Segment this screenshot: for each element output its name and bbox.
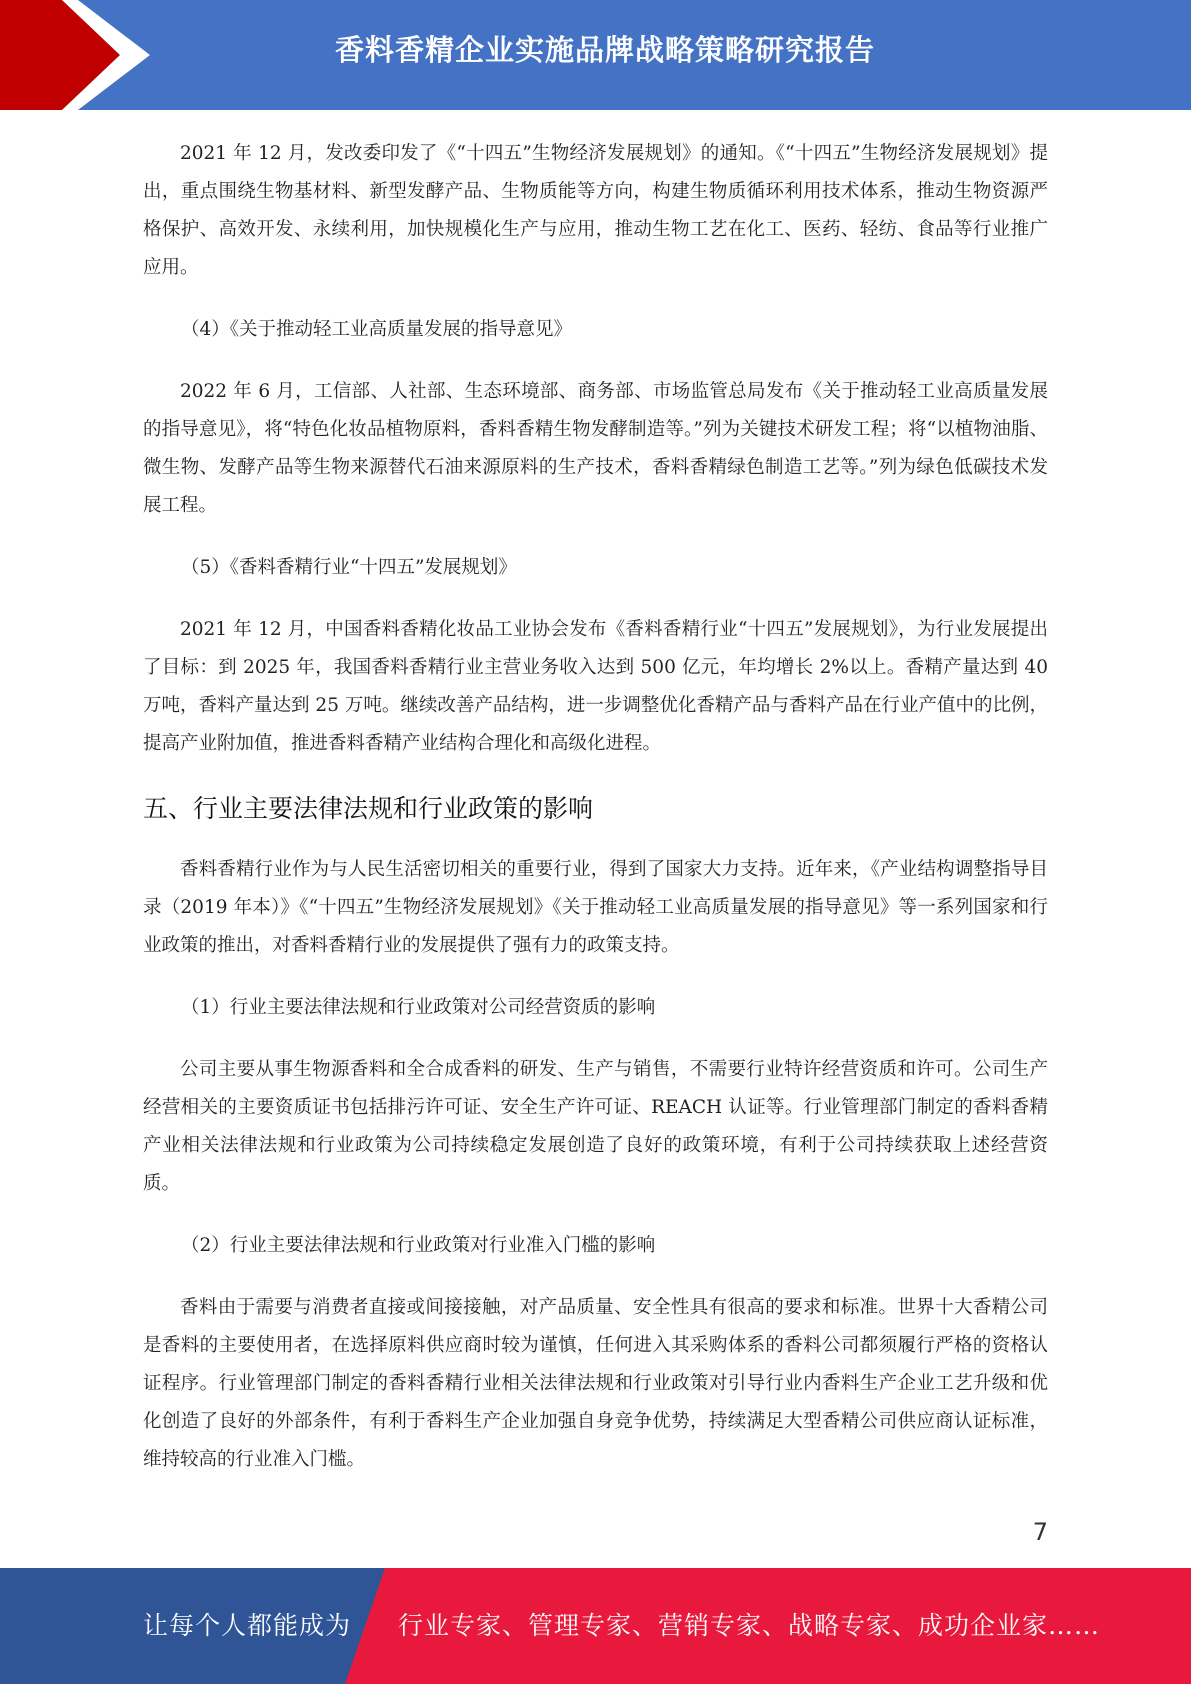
document-body bbox=[143, 135, 1048, 1503]
page-header bbox=[0, 0, 1191, 110]
footer-slogan-right: 行业专家、管理专家、营销专家、战略专家、成功企业家…… bbox=[398, 1611, 1101, 1640]
report-title: 香料香精企业实施品牌战略策略研究报告 bbox=[334, 33, 875, 67]
paragraph-bioeconomy-plan: 2021 年 12 月，发改委印发了《“十四五”生物经济发展规划》的通知。《“十四五”生物经济发展规划》提出，重点围绕生物基材料、新型发酵产品、生物质能等方向，构建生物质循环利用技术体系，推动生物资源严格保护、高效开发、永续利用，加快规模化生产与应用，推动生物工艺在化工、医药、轻纺、食品等行业推广应用。 bbox=[143, 143, 1048, 278]
subheading-entry-barrier-impact: （2）行业主要法律法规和行业政策对行业准入门槛的影响 bbox=[181, 1235, 656, 1256]
page-footer bbox=[0, 1568, 1191, 1684]
page-number: 7 bbox=[1032, 1518, 1048, 1546]
paragraph-fragrance-industry-plan: 2021 年 12 月，中国香料香精化妆品工业协会发布《香料香精行业“十四五”发展规划》，为行业发展提出了目标：到 2025 年，我国香料香精行业主营业务收入达到 500 亿元，年均增长 2%以上。香精产量达到 40 万吨，香料产量达到 25 万吨。继续改善产品结构，进一步调整优化香精产品与香料产品在行业产值中的比例，提高产业附加值，推进香料香精产业结构合理化和高级化进程。 bbox=[143, 619, 1048, 754]
paragraph-qualification-impact: 公司主要从事生物源香料和全合成香料的研发、生产与销售，不需要行业特许经营资质和许可。公司生产经营相关的主要资质证书包括排污许可证、安全生产许可证、REACH 认证等。行业管理部门制定的香料香精产业相关法律法规和行业政策为公司持续稳定发展创造了良好的政策环境，有利于公司持续获取上述经营资质。 bbox=[143, 1059, 1048, 1194]
header-arrow-decoration bbox=[0, 0, 150, 110]
footer-slogan-left: 让每个人都能成为 bbox=[143, 1611, 352, 1640]
section-heading-laws-impact: 五、行业主要法律法规和行业政策的影响 bbox=[143, 794, 594, 823]
paragraph-light-industry-guidance: 2022 年 6 月，工信部、人社部、生态环境部、商务部、市场监管总局发布《关于推动轻工业高质量发展的指导意见》，将“特色化妆品植物原料，香料香精生物发酵制造等。”列为关键技术研发工程；将“以植物油脂、微生物、发酵产品等生物来源替代石油来源原料的生产技术，香料香精绿色制造工艺等。”列为绿色低碳技术发展工程。 bbox=[143, 381, 1048, 516]
subheading-light-industry-guidance: （4）《关于推动轻工业高质量发展的指导意见》 bbox=[181, 319, 573, 340]
subheading-fragrance-industry-plan: （5）《香料香精行业“十四五”发展规划》 bbox=[181, 557, 517, 578]
paragraph-entry-barrier-impact: 香料由于需要与消费者直接或间接接触，对产品质量、安全性具有很高的要求和标准。世界十大香精公司是香料的主要使用者，在选择原料供应商时较为谨慎，任何进入其采购体系的香料公司都须履行严格的资格认证程序。行业管理部门制定的香料香精行业相关法律法规和行业政策对引导行业内香料生产企业工艺升级和优化创造了良好的外部条件，有利于香料生产企业加强自身竞争优势，持续满足大型香精公司供应商认证标准，维持较高的行业准入门槛。 bbox=[143, 1297, 1048, 1470]
paragraph-policy-support: 香料香精行业作为与人民生活密切相关的重要行业，得到了国家大力支持。近年来，《产业结构调整指导目录（2019 年本）》《“十四五”生物经济发展规划》《关于推动轻工业高质量发展的指导意见》等一系列国家和行业政策的推出，对香料香精行业的发展提供了强有力的政策支持。 bbox=[143, 859, 1048, 956]
subheading-qualification-impact: （1）行业主要法律法规和行业政策对公司经营资质的影响 bbox=[181, 997, 656, 1018]
